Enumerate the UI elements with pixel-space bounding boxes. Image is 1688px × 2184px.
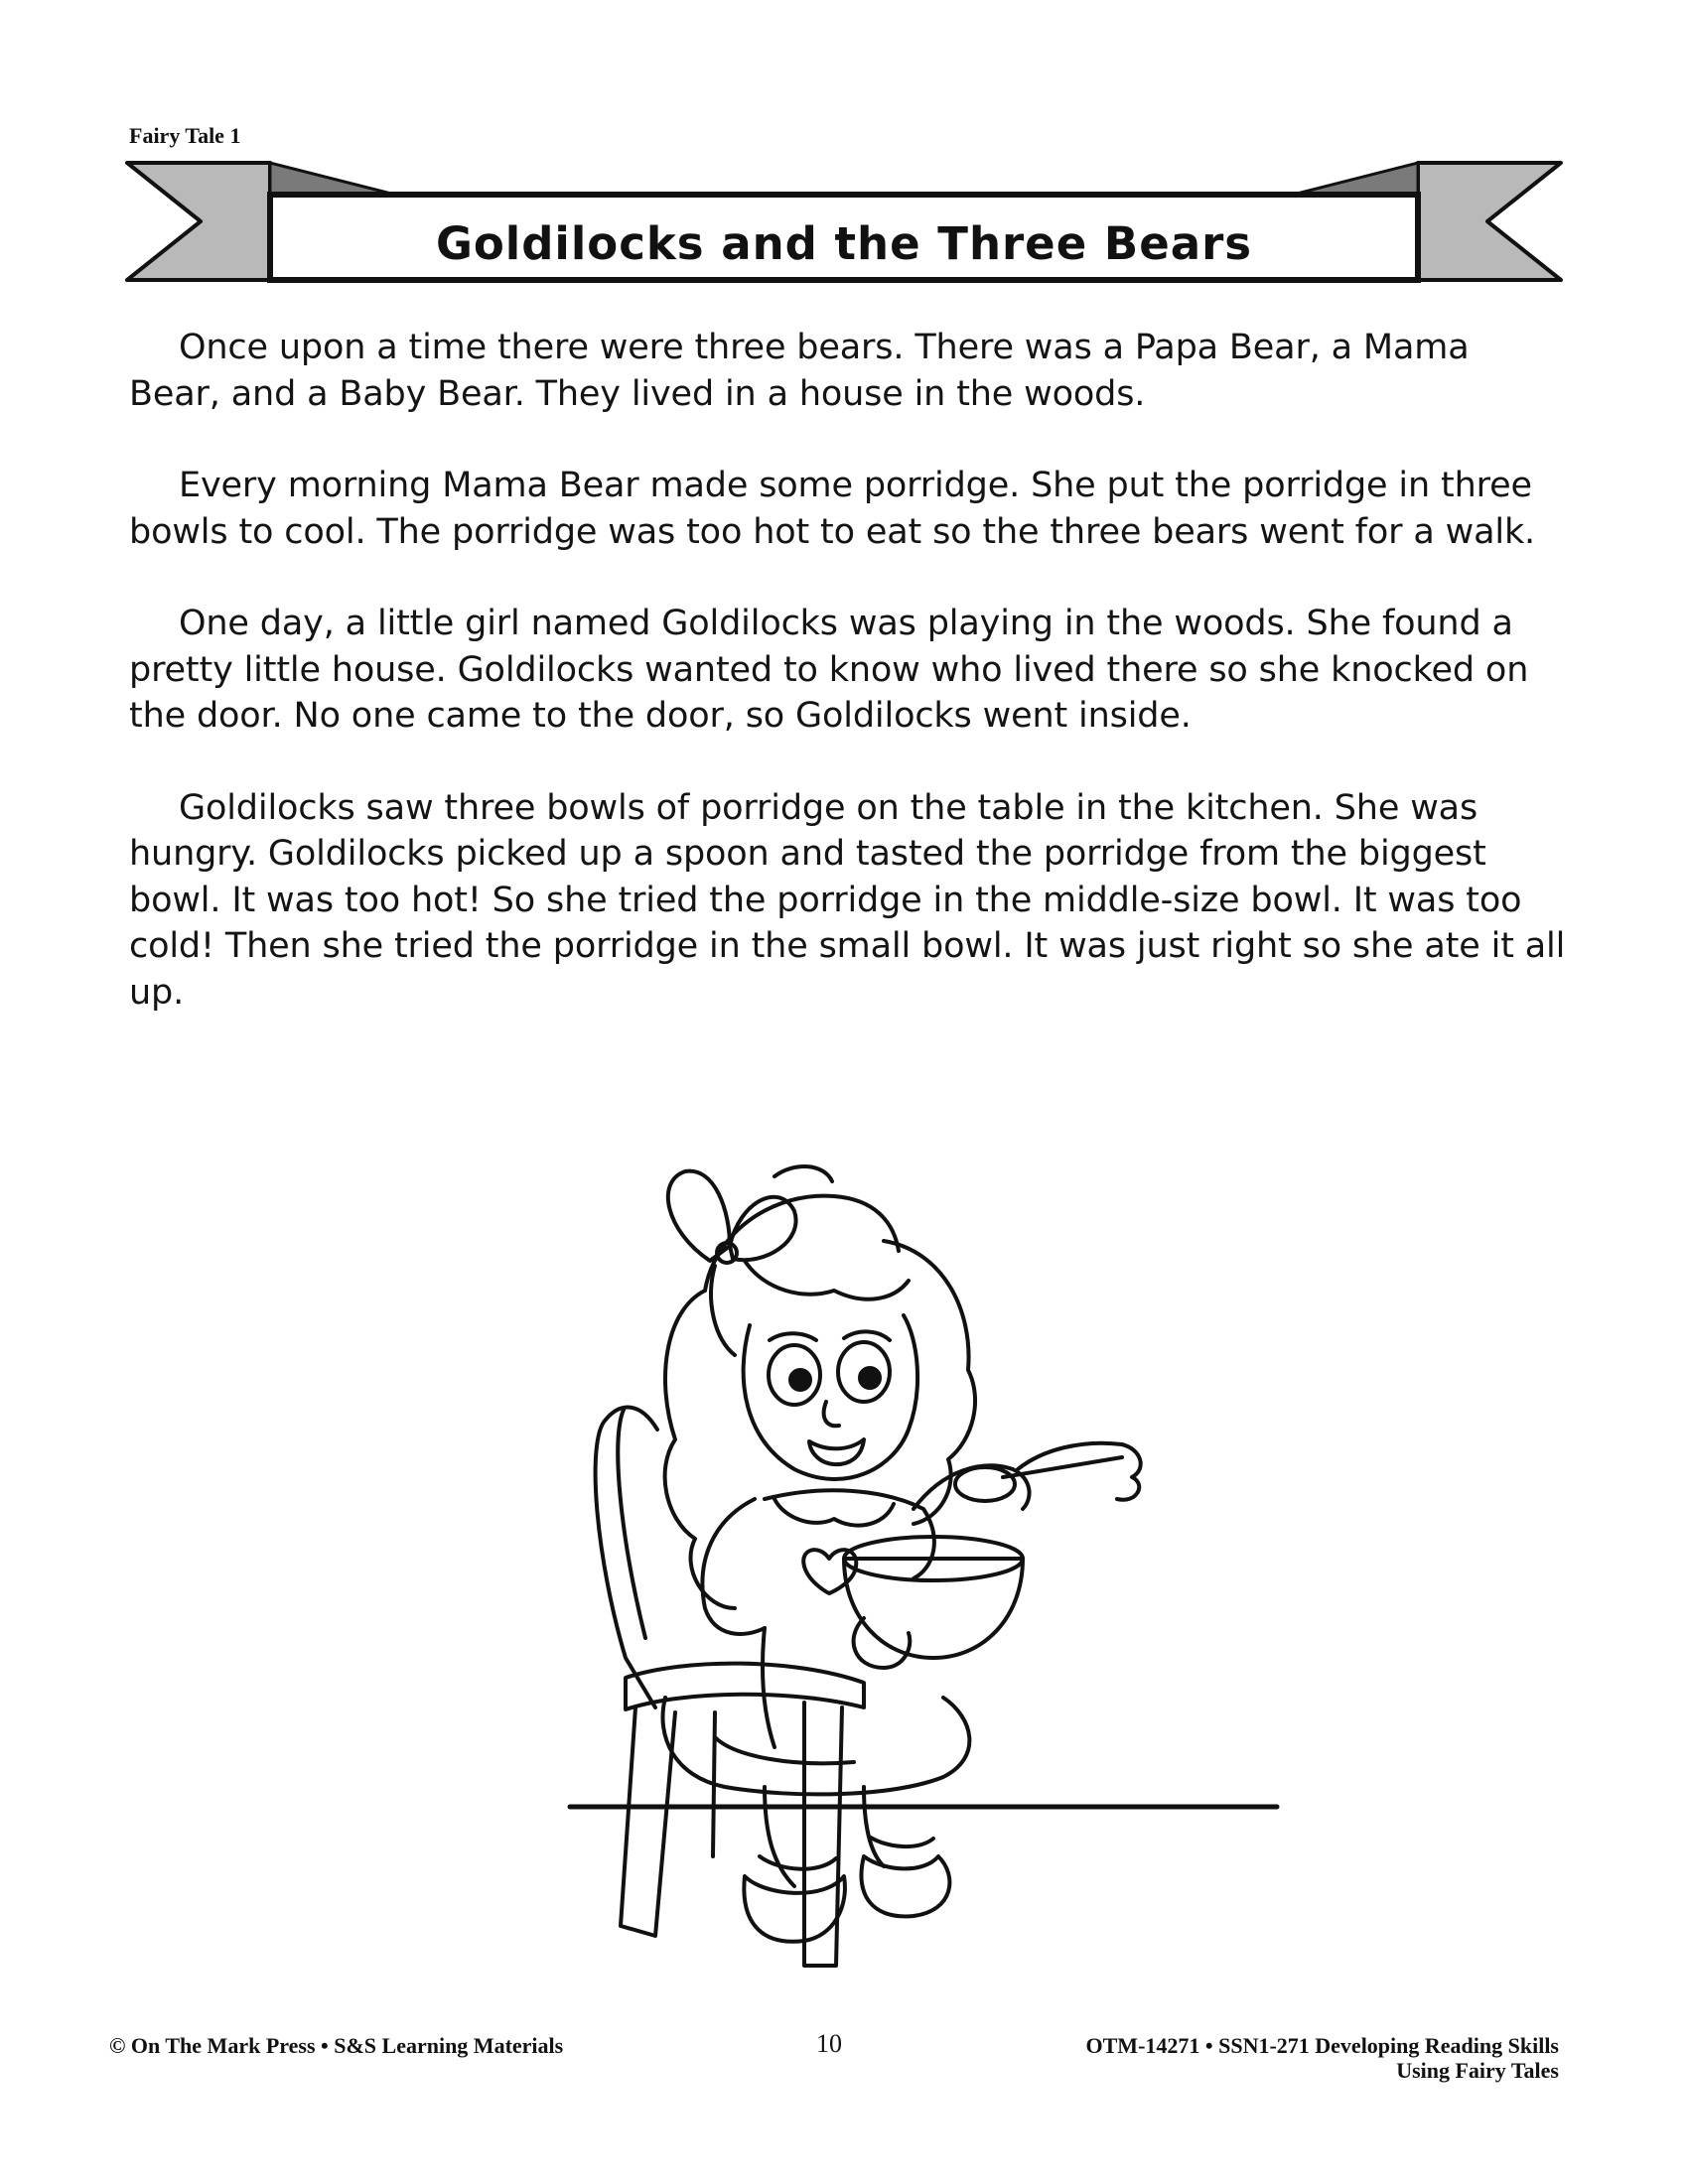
goldilocks-illustration bbox=[566, 1142, 1281, 1995]
leg bbox=[864, 1787, 884, 1866]
footer-book-line: Using Fairy Tales bbox=[1396, 2058, 1559, 2083]
footer-book-info bbox=[1086, 2033, 1559, 2083]
sleeve bbox=[702, 1499, 765, 1634]
section-label: Fairy Tale 1 bbox=[129, 123, 241, 148]
page-title: Goldilocks and the Three Bears bbox=[435, 216, 1253, 270]
mouth bbox=[809, 1439, 864, 1464]
hair bbox=[665, 1291, 735, 1608]
chair-back bbox=[596, 1420, 655, 1707]
story-text bbox=[129, 325, 1569, 1061]
chair-leg bbox=[804, 1703, 842, 1966]
story-paragraph: One day, a little girl named Goldilocks was playing in the woods. She found a pretty little house. Goldilocks wanted to know who lived there so she knocked on the door. No one came to the door, so Goldilocks went inside. bbox=[129, 604, 1529, 736]
arm bbox=[914, 1465, 1030, 1509]
collar bbox=[774, 1499, 894, 1526]
footer-book-line: OTM-14271 • SSN1-271 Developing Reading Skills bbox=[1085, 2033, 1559, 2058]
page-number: 10 bbox=[816, 2029, 842, 2058]
chair-seat bbox=[626, 1664, 864, 1709]
skirt bbox=[663, 1698, 970, 1794]
story-paragraph: Once upon a time there were three bears. There was a Papa Bear, a Mama Bear, and a Baby Bear. They lived in a house in the woods. bbox=[129, 328, 1470, 414]
leg bbox=[765, 1787, 794, 1886]
footer-copyright: © On The Mark Press • S&S Learning Materials bbox=[109, 2033, 564, 2058]
story-paragraph: Goldilocks saw three bowls of porridge on the table in the kitchen. She was hungry. Goldilocks picked up a spoon and tasted the porridge from the biggest bowl. It was too hot! So she tried the porridge in the middle-size bowl. It was too cold! Then she tried the porridge in the small bowl. It was just right so she ate it all up. bbox=[129, 787, 1566, 1013]
shoe bbox=[861, 1856, 949, 1916]
story-paragraph: Every morning Mama Bear made some porridge. She put the porridge in three bowls to cool. The porridge was too hot to eat so the three bears went for a walk. bbox=[129, 466, 1536, 552]
